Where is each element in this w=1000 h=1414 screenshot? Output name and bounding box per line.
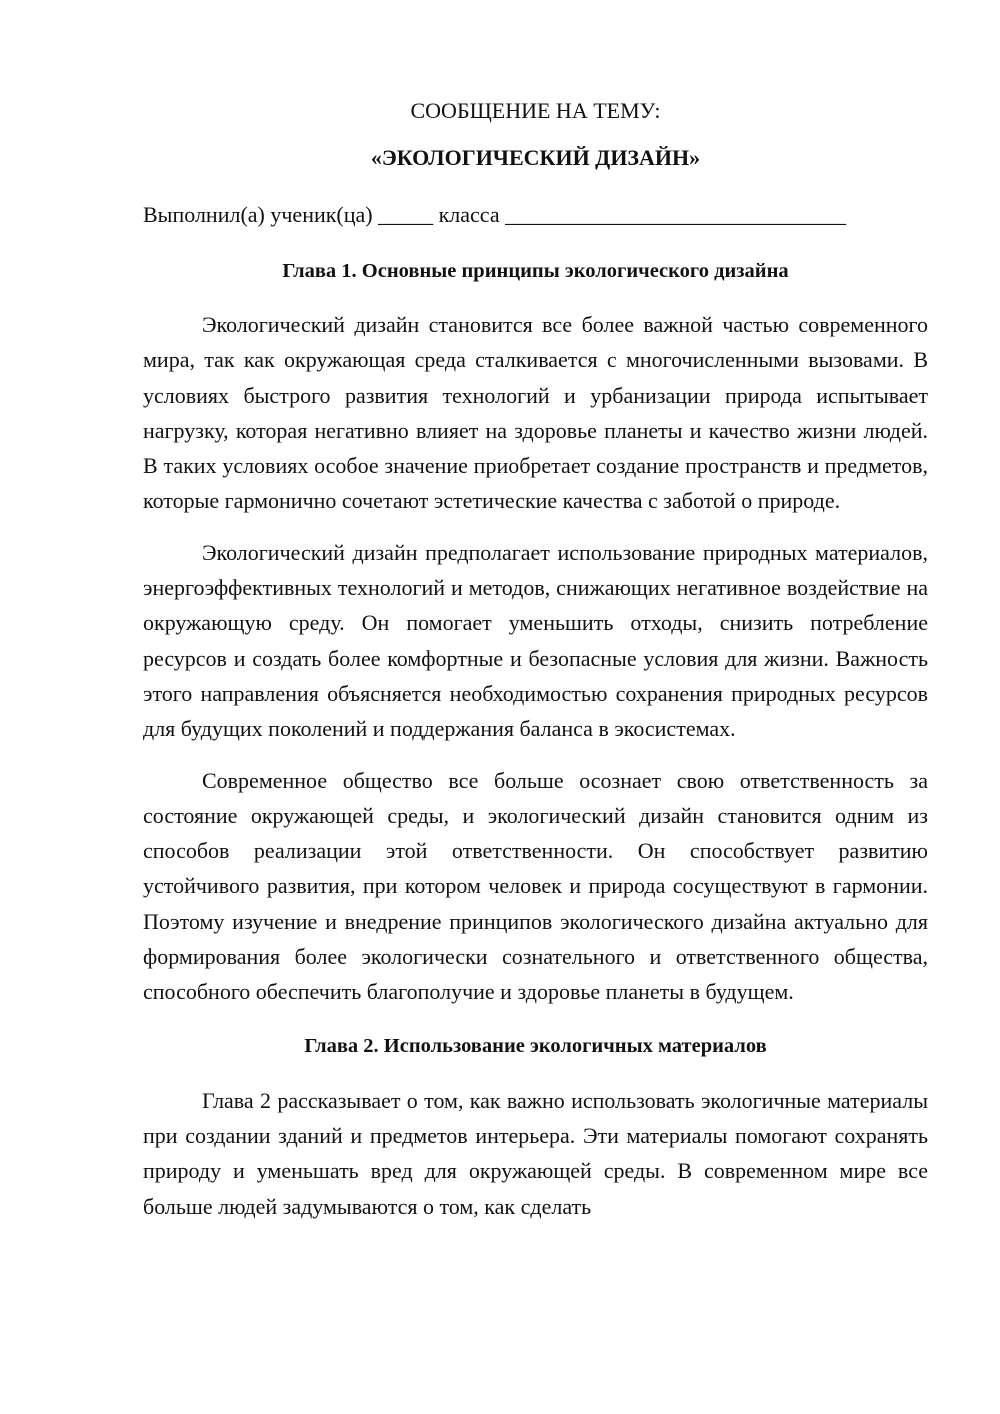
chapter-1-paragraph-2: Экологический дизайн предполагает использование природных материалов, энергоэффективных технологий и методов, снижающих негативное воздействие на окружающую среду. Он помогает уменьшить отходы, снизить потребление ресурсов и создать более комфортные и безопасные условия для жизни. Важность этого направления объясняется необходимостью сохранения природных ресурсов для будущих поколений и поддержания баланса в экосистемах.	[143, 539, 928, 742]
chapter-1-paragraph-3: Современное общество все больше осознает свою ответственность за состояние окружающей среды, и экологический дизайн становится одним из способов реализации этой ответственности. Он способствует развитию устойчивого развития, при котором человек и природа сосуществуют в гармонии. Поэтому изучение и внедрение принципов экологического дизайна актуально для формирования более экологически сознательного и ответственного общества, способного обеспечить благополучие и здоровье планеты в будущем.	[143, 767, 928, 1005]
document-topic: «ЭКОЛОГИЧЕСКИЙ ДИЗАЙН»	[370, 145, 701, 170]
chapter-1-heading: Глава 1. Основные принципы экологического дизайна	[282, 260, 789, 282]
document-title: СООБЩЕНИЕ НА ТЕМУ:	[410, 98, 661, 123]
chapter-2-heading: Глава 2. Использование экологичных материалов	[304, 1034, 767, 1057]
author-line: Выполнил(а) ученик(ца) _____ класса _______________________________	[143, 202, 847, 227]
chapter-1-paragraph-1: Экологический дизайн становится все более важной частью современного мира, так как окружающая среда сталкивается с многочисленными вызовами. В условиях быстрого развития технологий и урбанизации природа испытывает нагрузку, которая негативно влияет на здоровье планеты и качество жизни людей. В таких условиях особое значение приобретает создание пространств и предметов, которые гармонично сочетают эстетические качества с заботой о природе.	[143, 312, 928, 514]
document-page	[143, 93, 928, 1224]
chapter-2-paragraph-1: Глава 2 рассказывает о том, как важно использовать экологичные материалы при создании зданий и предметов интерьера. Эти материалы помогают сохранять природу и уменьшать вред для окружающей среды. В современном мире все больше людей задумываются о том, как сделать	[143, 1087, 928, 1219]
